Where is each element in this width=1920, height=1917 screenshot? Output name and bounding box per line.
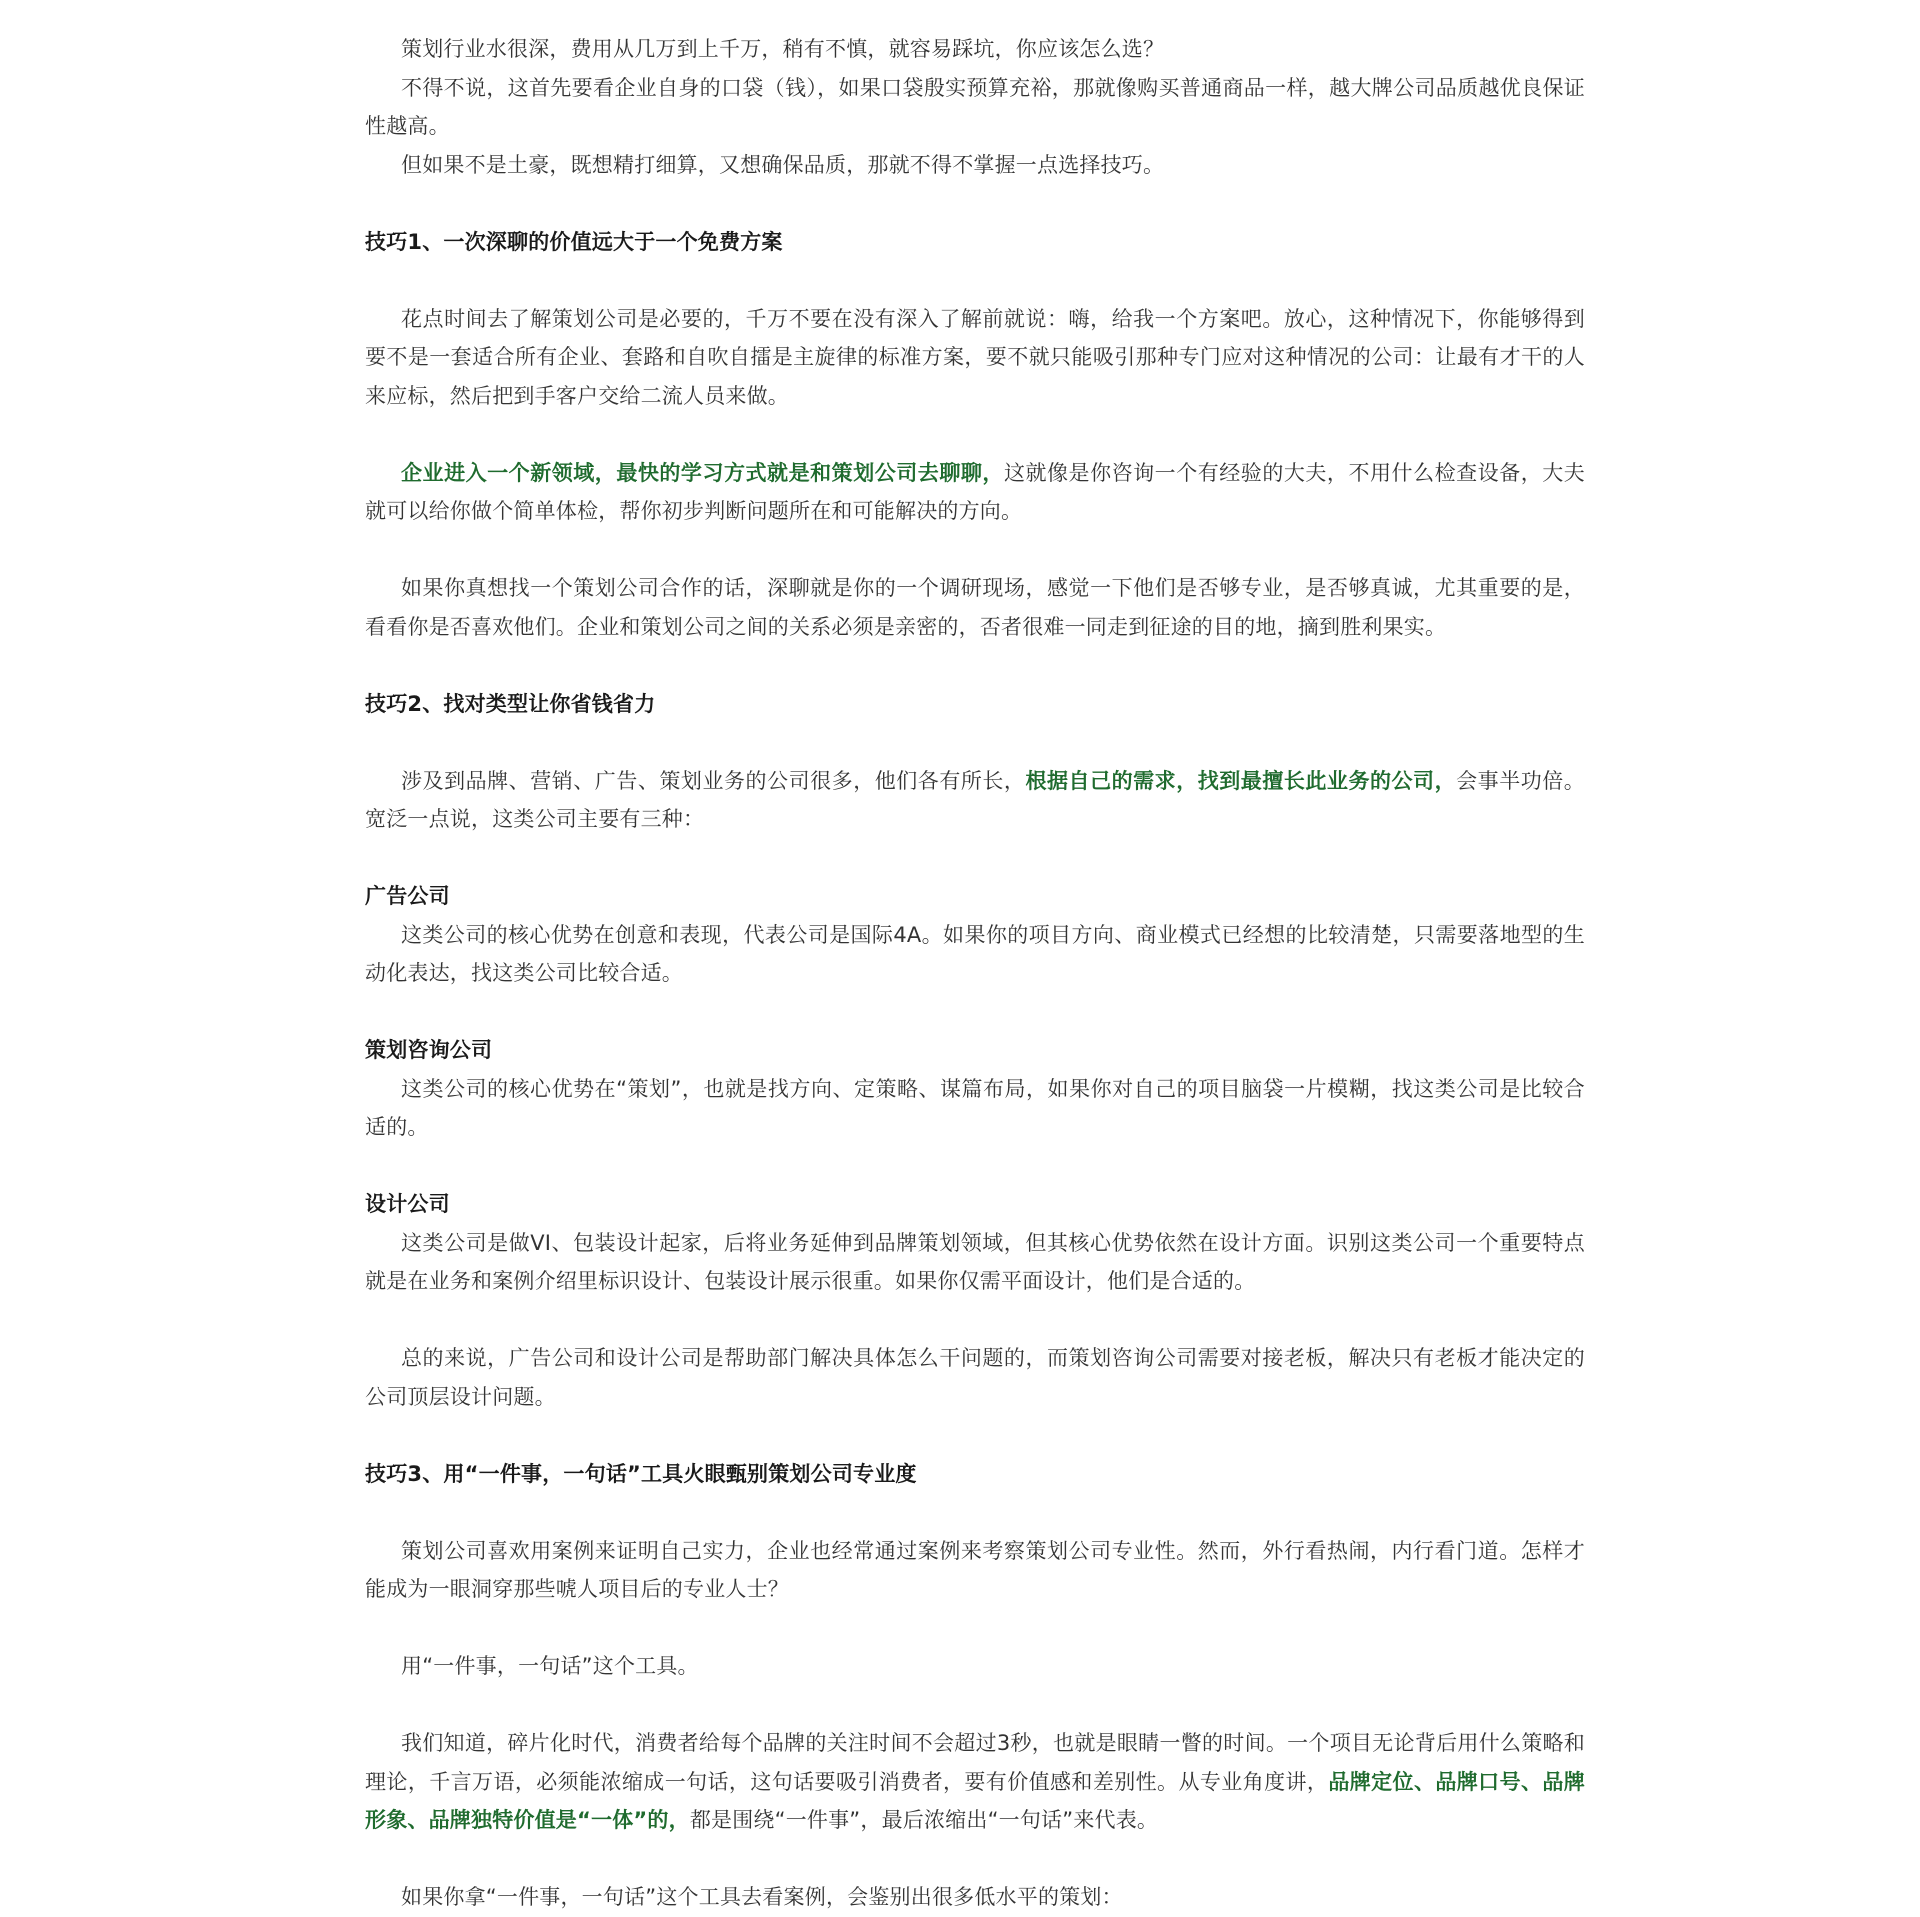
tip3-heading: 技巧3、用“一件事，一句话”工具火眼甄别策划公司专业度 — [365, 1461, 917, 1486]
intro-paragraph-1: 策划行业水很深，费用从几万到上千万，稍有不慎，就容易踩坑，你应该怎么选？ — [401, 37, 1165, 61]
tip3-paragraph-4: 如果你拿“一件事，一句话”这个工具去看案例，会鉴别出很多低水平的策划： — [401, 1885, 1123, 1909]
tip2-summary: 总的来说，广告公司和设计公司是帮助部门解决具体怎么干问题的，而策划咨询公司需要对接老板，解决只有老板才能决定的公司顶层设计问题。 — [365, 1346, 1585, 1409]
article — [365, 30, 1585, 1917]
type-ad-company-heading: 广告公司 — [365, 884, 450, 908]
type-consulting-company-heading: 策划咨询公司 — [365, 1038, 493, 1062]
tip2-paragraph-1-start: 涉及到品牌、营销、广告、策划业务的公司很多，他们各有所长， — [401, 768, 1026, 793]
tip2-highlight: 根据自己的需求，找到最擅长此业务的公司， — [1025, 768, 1457, 793]
intro-paragraph-3: 但如果不是土豪，既想精打细算，又想确保品质，那就不得不掌握一点选择技巧。 — [401, 152, 1165, 177]
type-design-company-desc: 这类公司是做VI、包装设计起家，后将业务延伸到品牌策划领域，但其核心优势依然在设计方面。识别这类公司一个重要特点就是在业务和案例介绍里标识设计、包装设计展示很重。如果你仅需平面设计，他们是合适的。 — [365, 1230, 1585, 1293]
type-design-company-heading: 设计公司 — [365, 1192, 450, 1216]
tip3-paragraph-2: 用“一件事，一句话”这个工具。 — [401, 1654, 699, 1678]
tip1-highlight: 企业进入一个新领域，最快的学习方式就是和策划公司去聊聊， — [401, 460, 1004, 485]
tip3-paragraph-3-rest: 都是围绕“一件事”，最后浓缩出“一句话”来代表。 — [689, 1808, 1159, 1832]
tip3-paragraph-3-start: 我们知道，碎片化时代，消费者给每个品牌的关注时间不会超过3秒，也就是眼睛一瞥的时间。一个项目无论背后用什么策略和理论，千言万语，必须能浓缩成一句话，这句话要吸引消费者，要有价值感和差别性。从专业角度讲， — [365, 1731, 1585, 1794]
tip1-paragraph-2-rest: 这就像是你咨询一个有经验的大夫，不用什么检查设备，大夫就可以给你做个简单体检，帮你初步判断问题所在和可能解决的方向。 — [365, 460, 1585, 523]
type-ad-company-desc: 这类公司的核心优势在创意和表现，代表公司是国际4A。如果你的项目方向、商业模式已经想的比较清楚，只需要落地型的生动化表达，找这类公司比较合适。 — [365, 922, 1585, 985]
tip1-heading: 技巧1、一次深聊的价值远大于一个免费方案 — [365, 229, 783, 254]
tip2-paragraph-1 — [365, 762, 1585, 839]
tip3-paragraph-3 — [365, 1724, 1585, 1840]
tip1-paragraph-2 — [365, 454, 1585, 531]
tip3-paragraph-1: 策划公司喜欢用案例来证明自己实力，企业也经常通过案例来考察策划公司专业性。然而，外行看热闹，内行看门道。怎样才能成为一眼洞穿那些唬人项目后的专业人士？ — [365, 1538, 1585, 1601]
tip2-heading: 技巧2、找对类型让你省钱省力 — [365, 691, 656, 716]
intro-paragraph-2: 不得不说，这首先要看企业自身的口袋（钱），如果口袋殷实预算充裕，那就像购买普通商品一样，越大牌公司品质越优良保证性越高。 — [365, 75, 1585, 138]
tip3-highlight: 品牌定位、品牌口号、品牌形象、品牌独特价值是“一体”的， — [365, 1769, 1585, 1832]
type-consulting-company-desc: 这类公司的核心优势在“策划”，也就是找方向、定策略、谋篇布局，如果你对自己的项目脑袋一片模糊，找这类公司是比较合适的。 — [365, 1076, 1585, 1139]
tip2-paragraph-1-rest: 会事半功倍。宽泛一点说，这类公司主要有三种： — [365, 768, 1586, 831]
tip1-paragraph-1: 花点时间去了解策划公司是必要的，千万不要在没有深入了解前就说：嗨，给我一个方案吧。放心，这种情况下，你能够得到要不是一套适合所有企业、套路和自吹自擂是主旋律的标准方案，要不就只能吸引那种专门应对这种情况的公司：让最有才干的人来应标，然后把到手客户交给二流人员来做。 — [365, 306, 1585, 408]
tip1-paragraph-3: 如果你真想找一个策划公司合作的话，深聊就是你的一个调研现场，感觉一下他们是否够专业，是否够真诚，尤其重要的是，看看你是否喜欢他们。企业和策划公司之间的关系必须是亲密的，否者很难一同走到征途的目的地，摘到胜利果实。 — [365, 576, 1585, 639]
